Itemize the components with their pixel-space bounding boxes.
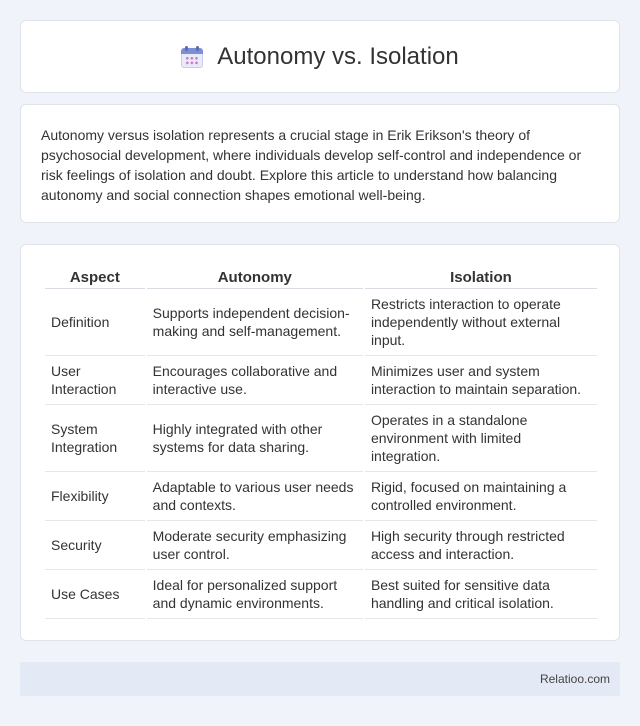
cell-aspect: Flexibility (45, 472, 145, 521)
cell-aspect: Security (45, 521, 145, 570)
page-title: Autonomy vs. Isolation (217, 42, 459, 70)
cell-aspect: Definition (45, 289, 145, 356)
table-row (45, 472, 597, 521)
calendar-icon (181, 46, 203, 68)
table-header-row (45, 265, 597, 289)
cell-aspect: Use Cases (45, 570, 145, 619)
title-card (20, 20, 620, 93)
table-row (45, 405, 597, 472)
header-isolation: Isolation (365, 265, 597, 289)
cell-autonomy: Adaptable to various user needs and contexts. (147, 472, 363, 521)
table-row (45, 356, 597, 405)
cell-isolation: Rigid, focused on maintaining a controlled environment. (365, 472, 597, 521)
table-row (45, 570, 597, 619)
cell-isolation: Restricts interaction to operate independently without external input. (365, 289, 597, 356)
cell-isolation: High security through restricted access and interaction. (365, 521, 597, 570)
cell-isolation: Operates in a standalone environment with limited integration. (365, 405, 597, 472)
footer (20, 662, 620, 696)
table-row (45, 289, 597, 356)
cell-autonomy: Highly integrated with other systems for data sharing. (147, 405, 363, 472)
header-autonomy: Autonomy (147, 265, 363, 289)
cell-autonomy: Supports independent decision-making and self-management. (147, 289, 363, 356)
comparison-card (20, 244, 620, 641)
cell-aspect: User Interaction (45, 356, 145, 405)
cell-isolation: Minimizes user and system interaction to maintain separation. (365, 356, 597, 405)
cell-autonomy: Moderate security emphasizing user control. (147, 521, 363, 570)
cell-isolation: Best suited for sensitive data handling and critical isolation. (365, 570, 597, 619)
intro-text: Autonomy versus isolation represents a crucial stage in Erik Erikson's theory of psychosocial development, where individuals develop self-control and independence or risk feelings of isolation and doubt. Explore this article to understand how balancing autonomy and social connection shapes emotional well-being. (41, 127, 582, 203)
cell-autonomy: Encourages collaborative and interactive use. (147, 356, 363, 405)
comparison-table (43, 265, 599, 619)
table-row (45, 521, 597, 570)
header-aspect: Aspect (45, 265, 145, 289)
intro-card (20, 104, 620, 223)
footer-brand: Relatioo.com (539, 672, 610, 686)
cell-aspect: System Integration (45, 405, 145, 472)
cell-autonomy: Ideal for personalized support and dynamic environments. (147, 570, 363, 619)
